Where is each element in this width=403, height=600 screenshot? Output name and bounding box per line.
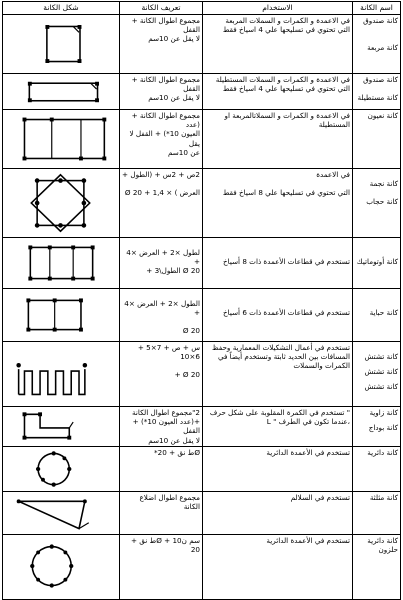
stirrup-rule-cell: مجموع اطوال اضلاع الكانة [120, 491, 203, 534]
table-row [3, 534, 401, 599]
square-stirrup-drawing [3, 15, 120, 74]
stirrup-rule-cell: Øط نق + 20* [120, 446, 203, 491]
stirrup-rule-cell: سم ن10 + Øط نق + 20 [120, 534, 203, 599]
stirrup-use-cell: في الاعمدة و الكمرات و السملات المستطيلة التي تحتوي في تسليحها علي 4 اسياخ فقط [203, 74, 353, 110]
table-row [3, 110, 401, 169]
stirrup-use-cell: في الاعمدة و الكمرات و السملاتالمربعة او المستطيلة [203, 110, 353, 169]
stirrup-rule-cell: مجموع اطوال الكانة +(عدد العيون 10*) + القفل لا يقل عن 10سم [120, 110, 203, 169]
header-name: اسم الكانة [353, 2, 401, 15]
table-row [3, 238, 401, 289]
stirrup-name-cell: كانة نعيون [353, 110, 401, 169]
stirrup-name-cell: كانة نجمة كانة حجاب [353, 169, 401, 238]
table-row [3, 169, 401, 238]
spiral-stirrup-drawing [3, 534, 120, 599]
stirrup-use-cell: تستخدم في قطاعات الأعمدة ذات 8 أسياخ [203, 238, 353, 289]
table-row [3, 491, 401, 534]
bead-stirrup-drawing [3, 289, 120, 342]
table-row [3, 407, 401, 447]
eyed-stirrup-drawing [3, 110, 120, 169]
table-row [3, 446, 401, 491]
stirrup-use-cell: في الاعمدة و الكمرات و السملات المربعة التي تحتوي في تسليحها علي 4 اسياخ فقط [203, 15, 353, 74]
stirrup-name-cell: كانة أوتوماتيك [353, 238, 401, 289]
stirrup-use-cell: تستخدم في الأعمدة الدائرية [203, 534, 353, 599]
stirrup-name-cell: كانة مثلثة [353, 491, 401, 534]
stirrup-name-cell: كانة حباية [353, 289, 401, 342]
header-shape: شكل الكانة [3, 2, 120, 15]
stirrup-name-cell: كانة زاوية كانة بوداج [353, 407, 401, 447]
star-stirrup-drawing [3, 169, 120, 238]
header-row [3, 2, 401, 15]
header-rule: تعريف الكانة [120, 2, 203, 15]
stirrup-name-cell: كانة صندوق كانة مستطيلة [353, 74, 401, 110]
stirrup-rule-cell: 2ص + 2س + (الطول + العرض ) × 1,4 + 20 Ø [120, 169, 203, 238]
table-row [3, 15, 401, 74]
table-row [3, 74, 401, 110]
corner-stirrup-drawing [3, 407, 120, 447]
stirrup-rule-cell: مجموع اطوال الكانة + القفل لا يقل عن 10سم [120, 74, 203, 110]
comb-stirrup-drawing [3, 342, 120, 407]
stirrup-use-cell: " تستخدم في الكمرة المقلوبة على شكل حرف ،عندما تكون في الطرف " L [203, 407, 353, 447]
stirrup-name-cell: كانة دائرية حلزون [353, 534, 401, 599]
stirrup-use-cell: في الاعمدة التي تحتوي في تسليحها علي 8 اسياخ فقط [203, 169, 353, 238]
table-row [3, 289, 401, 342]
triangle-stirrup-drawing [3, 491, 120, 534]
stirrup-types-table [2, 1, 401, 600]
circular-stirrup-drawing [3, 446, 120, 491]
stirrup-name-cell: كانة تشتش كانة تشتش كانة تشتش [353, 342, 401, 407]
stirrup-rule-cell: مجموع اطوال الكانة + القفل لا يقل عن 10سم [120, 15, 203, 74]
stirrup-name-cell: كانة دائرية [353, 446, 401, 491]
rectangular-stirrup-drawing [3, 74, 120, 110]
stirrup-rule-cell: 2"مجموع اطوال الكانة +(عدد العيون 10*) + القفل لا يقل عن 10سم [120, 407, 203, 447]
header-use: الاستخدام [203, 2, 353, 15]
stirrup-rule-cell: لطول ×2 + العرض ×4 + Ø 20 الطول\3 + [120, 238, 203, 289]
stirrup-rule-cell: س + ص + 7×5 + 6×10 Ø 20 + [120, 342, 203, 407]
stirrup-use-cell: تستخدم في الأعمدة الدائرية [203, 446, 353, 491]
stirrup-use-cell: تستخدم في السلالم [203, 491, 353, 534]
automatic-stirrup-drawing [3, 238, 120, 289]
table-row [3, 342, 401, 407]
stirrup-rule-cell: الطول ×2 + العرض ×4 + Ø 20 [120, 289, 203, 342]
stirrup-use-cell: تستخدم في قطاعات الأعمدة ذات 6 أسياخ [203, 289, 353, 342]
stirrup-use-cell: تستخدم في أعمال التشكيلات المعمارية وحفظ المسافات بين الحديد ثابتة وتستخدم أيضاً في الكمرات والسملات [203, 342, 353, 407]
stirrup-name-cell: كانة صندوق كانة مربعة [353, 15, 401, 74]
